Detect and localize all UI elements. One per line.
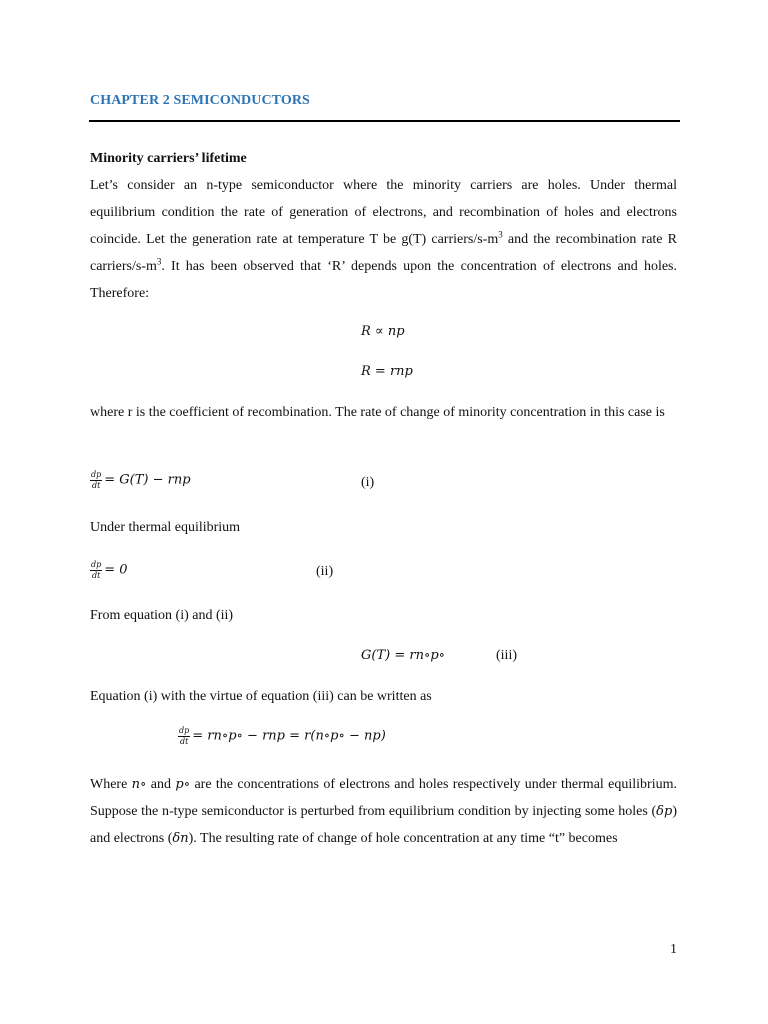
fraction-numerator: dp [179, 726, 190, 735]
equation-proportional: R ∝ np [361, 324, 405, 339]
equation-4-rhs: = rn∘p∘ − rnp = r(n∘p∘ − np) [192, 728, 386, 744]
intro-sup-b: 3 [156, 256, 162, 267]
derivative-fraction [90, 560, 102, 581]
para3-d: ) and electrons ( [90, 804, 677, 846]
para3-a: Where [90, 777, 132, 792]
para3-b: and [146, 777, 176, 792]
paragraph-intro [90, 172, 677, 307]
symbol-delta-n: δn [172, 831, 189, 846]
derivative-fraction [90, 470, 102, 491]
intro-sup-a: 3 [498, 229, 503, 240]
equation-2 [90, 560, 128, 581]
fraction-numerator: dp [91, 470, 102, 479]
symbol-delta-p: δp [656, 804, 673, 819]
text-from-equations: From equation (i) and (ii) [90, 608, 234, 623]
intro-text-a: Let’s consider an n-type semiconductor where the minority carriers are holes. Under thermal equilibrium condition the rate of generation of electrons, and recombination of holes and electrons coincide. Let the generation rate at temperature T be g(T) carriers/s-m [90, 178, 677, 247]
equation-2-rhs: = 0 [104, 562, 128, 578]
section-heading: Minority carriers’ lifetime [90, 151, 247, 166]
fraction-denominator: dt [91, 481, 101, 490]
equation-2-tag: (ii) [316, 564, 334, 579]
text-under-equilibrium: Under thermal equilibrium [90, 520, 241, 535]
paragraph-coefficient: where r is the coefficient of recombination. The rate of change of minority concentration in this case is [90, 405, 665, 420]
chapter-title: CHAPTER 2 SEMICONDUCTORS [90, 93, 310, 108]
page-number: 1 [670, 942, 677, 957]
text-equation-virtue: Equation (i) with the virtue of equation (iii) can be written as [90, 689, 432, 704]
fraction-denominator: dt [91, 571, 101, 580]
para3-e: ). The resulting rate of change of hole concentration at any time “t” becomes [188, 831, 618, 846]
equation-1-tag: (i) [361, 475, 375, 490]
paragraph-perturbation [90, 771, 677, 852]
symbol-n0: n∘ [131, 777, 147, 792]
equation-4 [178, 726, 386, 747]
fraction-denominator: dt [179, 737, 189, 746]
para3-c: are the concentrations of electrons and holes respectively under thermal equilibrium. Suppose the n-type semiconductor is perturbed from equilibrium condition by injecting some holes ( [90, 777, 677, 819]
equation-3-tag: (iii) [496, 648, 517, 663]
equation-1-rhs: = G(T) − rnp [104, 472, 191, 488]
intro-text-b: and the recombination rate R carriers/s-m [90, 232, 678, 274]
equation-recombination: R = rnp [361, 364, 413, 379]
equation-3: G(T) = rn∘p∘ [361, 648, 446, 663]
equation-1 [90, 470, 191, 491]
derivative-fraction [178, 726, 190, 747]
fraction-numerator: dp [91, 560, 102, 569]
symbol-p0: p∘ [175, 777, 191, 792]
header-rule [89, 120, 680, 122]
intro-text-c: . It has been observed that ‘R’ depends upon the concentration of electrons and holes. Therefore: [90, 259, 677, 301]
